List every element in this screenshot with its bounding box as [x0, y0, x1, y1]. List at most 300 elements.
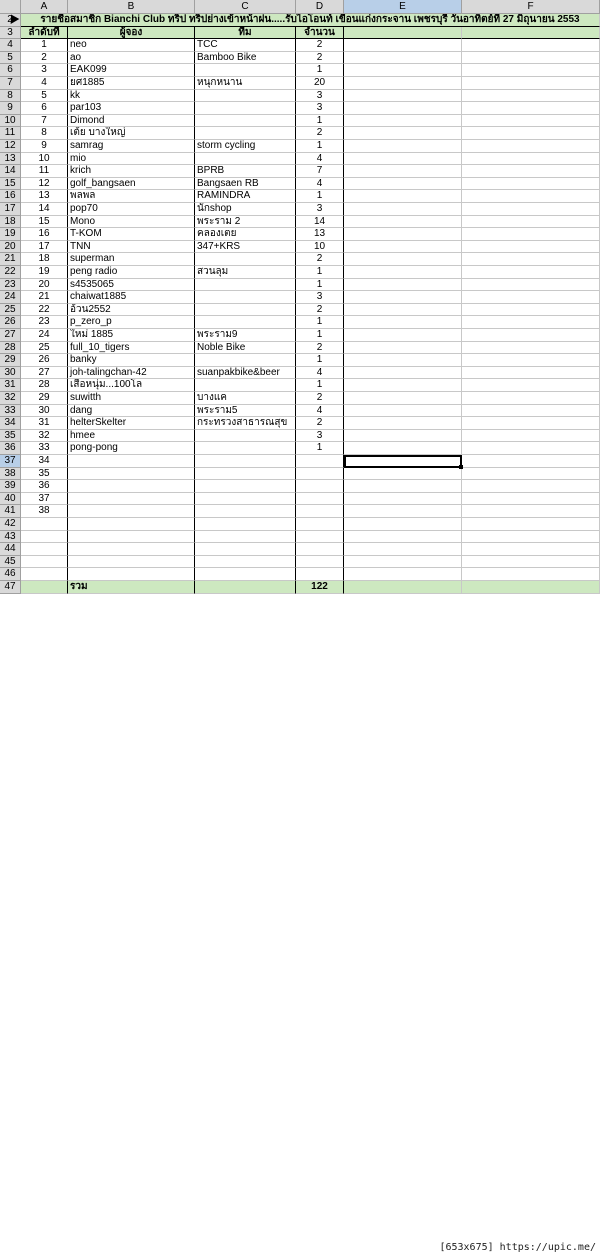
- cell-count[interactable]: 3: [296, 90, 344, 103]
- cell-team[interactable]: [195, 531, 296, 544]
- cell-f[interactable]: [462, 140, 600, 153]
- row-header[interactable]: 13: [0, 153, 21, 166]
- cell-count[interactable]: 1: [296, 115, 344, 128]
- cell-number[interactable]: 15: [21, 216, 68, 229]
- cell-name[interactable]: chaiwat1885: [68, 291, 195, 304]
- cell-count[interactable]: [296, 556, 344, 569]
- cell-f[interactable]: [462, 342, 600, 355]
- cell-f[interactable]: [462, 64, 600, 77]
- cell-name[interactable]: ยศ1885: [68, 77, 195, 90]
- cell-e[interactable]: [344, 455, 462, 468]
- row-header[interactable]: 21: [0, 253, 21, 266]
- cell-number[interactable]: [21, 568, 68, 581]
- cell-e[interactable]: [344, 127, 462, 140]
- row-header[interactable]: 24: [0, 291, 21, 304]
- cell-name[interactable]: s4535065: [68, 279, 195, 292]
- cell-e[interactable]: [344, 493, 462, 506]
- cell-count[interactable]: 1: [296, 140, 344, 153]
- cell-number[interactable]: 25: [21, 342, 68, 355]
- cell-e[interactable]: [344, 316, 462, 329]
- row-header[interactable]: 7: [0, 77, 21, 90]
- cell-f[interactable]: [462, 455, 600, 468]
- cell-number[interactable]: [21, 531, 68, 544]
- cell-name[interactable]: Dimond: [68, 115, 195, 128]
- row-header[interactable]: 11: [0, 127, 21, 140]
- row-header[interactable]: 9: [0, 102, 21, 115]
- row-header[interactable]: 17: [0, 203, 21, 216]
- cell-number[interactable]: 14: [21, 203, 68, 216]
- cell-name[interactable]: golf_bangsaen: [68, 178, 195, 191]
- row-header[interactable]: 36: [0, 442, 21, 455]
- cell-name[interactable]: superman: [68, 253, 195, 266]
- cell-team[interactable]: [195, 480, 296, 493]
- cell-number[interactable]: 4: [21, 77, 68, 90]
- cell-name[interactable]: mio: [68, 153, 195, 166]
- row-header[interactable]: 5: [0, 52, 21, 65]
- cell-count[interactable]: [296, 455, 344, 468]
- cell-f[interactable]: [462, 279, 600, 292]
- cell-count[interactable]: [296, 493, 344, 506]
- cell-f[interactable]: [462, 291, 600, 304]
- cell-count[interactable]: 1: [296, 354, 344, 367]
- cell-e[interactable]: [344, 241, 462, 254]
- row-header[interactable]: 10: [0, 115, 21, 128]
- cell-name[interactable]: [68, 455, 195, 468]
- cell-team[interactable]: [195, 279, 296, 292]
- row-header[interactable]: 15: [0, 178, 21, 191]
- cell-f[interactable]: [462, 241, 600, 254]
- cell-e[interactable]: [344, 165, 462, 178]
- cell-f[interactable]: [462, 304, 600, 317]
- cell-number[interactable]: 27: [21, 367, 68, 380]
- cell-f[interactable]: [462, 203, 600, 216]
- cell-f[interactable]: [462, 430, 600, 443]
- cell-count[interactable]: 1: [296, 329, 344, 342]
- row-header[interactable]: 42: [0, 518, 21, 531]
- cell-number[interactable]: 32: [21, 430, 68, 443]
- cell-team[interactable]: [195, 304, 296, 317]
- row-header[interactable]: 6: [0, 64, 21, 77]
- cell-count[interactable]: 4: [296, 153, 344, 166]
- cell-name[interactable]: [68, 556, 195, 569]
- cell-e[interactable]: [344, 266, 462, 279]
- cell-e[interactable]: [344, 518, 462, 531]
- cell-number[interactable]: 19: [21, 266, 68, 279]
- select-all-corner[interactable]: [0, 0, 21, 14]
- cell-count[interactable]: 2: [296, 127, 344, 140]
- cell-f[interactable]: [462, 543, 600, 556]
- cell-name[interactable]: suwitth: [68, 392, 195, 405]
- cell-team[interactable]: TCC: [195, 39, 296, 52]
- cell-f[interactable]: [462, 568, 600, 581]
- cell-name[interactable]: dang: [68, 405, 195, 418]
- cell-team[interactable]: [195, 102, 296, 115]
- cell-f[interactable]: [462, 354, 600, 367]
- cell-count[interactable]: 1: [296, 279, 344, 292]
- cell-team[interactable]: [195, 468, 296, 481]
- cell-f[interactable]: [462, 556, 600, 569]
- cell-team[interactable]: [195, 556, 296, 569]
- cell-e[interactable]: [344, 178, 462, 191]
- cell-number[interactable]: 36: [21, 480, 68, 493]
- cell-f[interactable]: [462, 405, 600, 418]
- cell-name[interactable]: full_10_tigers: [68, 342, 195, 355]
- cell-name[interactable]: [68, 568, 195, 581]
- cell-team[interactable]: กระทรวงสาธารณสุข: [195, 417, 296, 430]
- cell-f[interactable]: [462, 493, 600, 506]
- row-header[interactable]: 30: [0, 367, 21, 380]
- cell-name[interactable]: อ้วน2552: [68, 304, 195, 317]
- row-header[interactable]: 45: [0, 556, 21, 569]
- cell-count[interactable]: [296, 543, 344, 556]
- cell-name[interactable]: [68, 543, 195, 556]
- cell-team[interactable]: พระราม9: [195, 329, 296, 342]
- cell-count[interactable]: 1: [296, 266, 344, 279]
- row-header[interactable]: 4: [0, 39, 21, 52]
- cell-team[interactable]: suanpakbike&beer: [195, 367, 296, 380]
- cell-f[interactable]: [462, 153, 600, 166]
- row-header[interactable]: 20: [0, 241, 21, 254]
- cell-number[interactable]: 18: [21, 253, 68, 266]
- cell-number[interactable]: 29: [21, 392, 68, 405]
- cell-e[interactable]: [344, 39, 462, 52]
- cell-name[interactable]: krich: [68, 165, 195, 178]
- cell-team[interactable]: Bangsaen RB: [195, 178, 296, 191]
- cell-name[interactable]: [68, 468, 195, 481]
- row-header[interactable]: 44: [0, 543, 21, 556]
- cell-team[interactable]: 347+KRS: [195, 241, 296, 254]
- cell-team[interactable]: [195, 316, 296, 329]
- cell-count[interactable]: 2: [296, 253, 344, 266]
- cell-name[interactable]: ใหม่ 1885: [68, 329, 195, 342]
- cell-f[interactable]: [462, 127, 600, 140]
- cell-name[interactable]: helterSkelter: [68, 417, 195, 430]
- cell-name[interactable]: เสือหนุ่ม...100โล: [68, 379, 195, 392]
- cell-e[interactable]: [344, 279, 462, 292]
- cell-e[interactable]: [344, 480, 462, 493]
- cell-f[interactable]: [462, 392, 600, 405]
- cell-e[interactable]: [344, 64, 462, 77]
- cell-number[interactable]: 13: [21, 190, 68, 203]
- cell-e[interactable]: [344, 90, 462, 103]
- row-header[interactable]: 22: [0, 266, 21, 279]
- cell-team[interactable]: [195, 442, 296, 455]
- cell-team[interactable]: นักshop: [195, 203, 296, 216]
- cell-count[interactable]: [296, 480, 344, 493]
- cell-number[interactable]: 20: [21, 279, 68, 292]
- cell-name[interactable]: TNN: [68, 241, 195, 254]
- cell-f[interactable]: [462, 115, 600, 128]
- fill-handle[interactable]: [459, 465, 463, 469]
- row-header[interactable]: 43: [0, 531, 21, 544]
- row-header[interactable]: 34: [0, 417, 21, 430]
- row-header[interactable]: 40: [0, 493, 21, 506]
- cell-f[interactable]: [462, 531, 600, 544]
- cell-count[interactable]: [296, 505, 344, 518]
- cell-number[interactable]: 7: [21, 115, 68, 128]
- cell-e[interactable]: [344, 77, 462, 90]
- cell-f[interactable]: [462, 39, 600, 52]
- cell-count[interactable]: 20: [296, 77, 344, 90]
- cell-f[interactable]: [462, 52, 600, 65]
- cell-f[interactable]: [462, 102, 600, 115]
- cell-e[interactable]: [344, 291, 462, 304]
- cell-count[interactable]: 1: [296, 442, 344, 455]
- cell-team[interactable]: [195, 90, 296, 103]
- row-header[interactable]: 47: [0, 581, 21, 594]
- cell-e[interactable]: [344, 140, 462, 153]
- cell-team[interactable]: Noble Bike: [195, 342, 296, 355]
- cell-name[interactable]: Mono: [68, 216, 195, 229]
- column-header-a[interactable]: A: [21, 0, 68, 14]
- cell-f[interactable]: [462, 468, 600, 481]
- cell-name[interactable]: pong-pong: [68, 442, 195, 455]
- cell-e[interactable]: [344, 253, 462, 266]
- cell-team[interactable]: RAMINDRA: [195, 190, 296, 203]
- cell-name[interactable]: เต้ย บางใหญ่: [68, 127, 195, 140]
- cell-count[interactable]: 2: [296, 342, 344, 355]
- cell-team[interactable]: [195, 64, 296, 77]
- cell-number[interactable]: 34: [21, 455, 68, 468]
- cell-name[interactable]: p_zero_p: [68, 316, 195, 329]
- row-header[interactable]: 3: [0, 27, 21, 40]
- cell-e[interactable]: [344, 228, 462, 241]
- cell-number[interactable]: 12: [21, 178, 68, 191]
- row-header[interactable]: 16: [0, 190, 21, 203]
- cell-number[interactable]: 6: [21, 102, 68, 115]
- cell-team[interactable]: สวนลุม: [195, 266, 296, 279]
- cell-e[interactable]: [344, 342, 462, 355]
- cell-f[interactable]: [462, 316, 600, 329]
- cell-team[interactable]: [195, 455, 296, 468]
- cell-e[interactable]: [344, 216, 462, 229]
- cell-count[interactable]: 4: [296, 405, 344, 418]
- cell-number[interactable]: 21: [21, 291, 68, 304]
- cell-e[interactable]: [344, 102, 462, 115]
- cell-team[interactable]: Bamboo Bike: [195, 52, 296, 65]
- cell-number[interactable]: [21, 556, 68, 569]
- cell-name[interactable]: joh-talingchan-42: [68, 367, 195, 380]
- cell-count[interactable]: 2: [296, 39, 344, 52]
- cell-f[interactable]: [462, 379, 600, 392]
- cell-number[interactable]: 5: [21, 90, 68, 103]
- cell-e[interactable]: [344, 556, 462, 569]
- cell-count[interactable]: 1: [296, 316, 344, 329]
- cell-count[interactable]: 2: [296, 52, 344, 65]
- cell-number[interactable]: 8: [21, 127, 68, 140]
- row-header[interactable]: 28: [0, 342, 21, 355]
- column-header-f[interactable]: F: [462, 0, 600, 14]
- cell-count[interactable]: 10: [296, 241, 344, 254]
- row-header[interactable]: 37: [0, 455, 21, 468]
- row-header[interactable]: 33: [0, 405, 21, 418]
- cell-team[interactable]: [195, 354, 296, 367]
- cell-number[interactable]: 24: [21, 329, 68, 342]
- column-header-c[interactable]: C: [195, 0, 296, 14]
- cell-name[interactable]: EAK099: [68, 64, 195, 77]
- cell-e[interactable]: [344, 190, 462, 203]
- cell-f[interactable]: [462, 178, 600, 191]
- cell-e[interactable]: [344, 543, 462, 556]
- cell-team[interactable]: BPRB: [195, 165, 296, 178]
- cell-count[interactable]: 4: [296, 367, 344, 380]
- cell-number[interactable]: 33: [21, 442, 68, 455]
- cell-e[interactable]: [344, 468, 462, 481]
- cell-name[interactable]: T-KOM: [68, 228, 195, 241]
- cell-number[interactable]: 9: [21, 140, 68, 153]
- cell-name[interactable]: kk: [68, 90, 195, 103]
- cell-number[interactable]: 37: [21, 493, 68, 506]
- cell-team[interactable]: [195, 115, 296, 128]
- row-header[interactable]: 32: [0, 392, 21, 405]
- cell-name[interactable]: neo: [68, 39, 195, 52]
- cell-name[interactable]: hmee: [68, 430, 195, 443]
- cell-name[interactable]: samrag: [68, 140, 195, 153]
- cell-count[interactable]: 2: [296, 417, 344, 430]
- row-header[interactable]: 39: [0, 480, 21, 493]
- cell-team[interactable]: [195, 253, 296, 266]
- cell-count[interactable]: 3: [296, 291, 344, 304]
- cell-number[interactable]: 31: [21, 417, 68, 430]
- row-header[interactable]: 29: [0, 354, 21, 367]
- row-header[interactable]: 46: [0, 568, 21, 581]
- cell-e[interactable]: [344, 379, 462, 392]
- cell-name[interactable]: pop70: [68, 203, 195, 216]
- cell-f[interactable]: [462, 367, 600, 380]
- cell-team[interactable]: [195, 505, 296, 518]
- cell-name[interactable]: [68, 518, 195, 531]
- cell-f[interactable]: [462, 228, 600, 241]
- cell-e[interactable]: [344, 417, 462, 430]
- cell-count[interactable]: 13: [296, 228, 344, 241]
- row-header[interactable]: 12: [0, 140, 21, 153]
- cell-team[interactable]: หนุกหนาน: [195, 77, 296, 90]
- cell-number[interactable]: 17: [21, 241, 68, 254]
- cell-name[interactable]: [68, 531, 195, 544]
- cell-count[interactable]: 14: [296, 216, 344, 229]
- cell-count[interactable]: 3: [296, 102, 344, 115]
- column-header-b[interactable]: B: [68, 0, 195, 14]
- cell-f[interactable]: [462, 90, 600, 103]
- row-header[interactable]: 35: [0, 430, 21, 443]
- cell-team[interactable]: [195, 568, 296, 581]
- row-header[interactable]: 2: [0, 14, 21, 27]
- cell-count[interactable]: 3: [296, 203, 344, 216]
- cell-f[interactable]: [462, 480, 600, 493]
- cell-f[interactable]: [462, 518, 600, 531]
- cell-number[interactable]: 23: [21, 316, 68, 329]
- row-header[interactable]: 8: [0, 90, 21, 103]
- cell-team[interactable]: พระราม5: [195, 405, 296, 418]
- cell-count[interactable]: [296, 531, 344, 544]
- cell-name[interactable]: [68, 480, 195, 493]
- cell-team[interactable]: storm cycling: [195, 140, 296, 153]
- cell-f[interactable]: [462, 417, 600, 430]
- cell-count[interactable]: 2: [296, 304, 344, 317]
- cell-e[interactable]: [344, 153, 462, 166]
- cell-team[interactable]: [195, 153, 296, 166]
- cell-name[interactable]: [68, 505, 195, 518]
- cell-team[interactable]: [195, 379, 296, 392]
- cell-count[interactable]: [296, 468, 344, 481]
- row-header[interactable]: 25: [0, 304, 21, 317]
- cell-team[interactable]: คลองเตย: [195, 228, 296, 241]
- cell-f[interactable]: [462, 253, 600, 266]
- cell-f[interactable]: [462, 190, 600, 203]
- cell-f[interactable]: [462, 266, 600, 279]
- cell-f[interactable]: [462, 329, 600, 342]
- cell-count[interactable]: [296, 518, 344, 531]
- row-header[interactable]: 18: [0, 216, 21, 229]
- cell-name[interactable]: พลพล: [68, 190, 195, 203]
- cell-number[interactable]: 28: [21, 379, 68, 392]
- cell-e[interactable]: [344, 405, 462, 418]
- cell-count[interactable]: [296, 568, 344, 581]
- cell-e[interactable]: [344, 430, 462, 443]
- cell-number[interactable]: 16: [21, 228, 68, 241]
- cell-team[interactable]: [195, 493, 296, 506]
- cell-number[interactable]: 3: [21, 64, 68, 77]
- cell-e[interactable]: [344, 304, 462, 317]
- cell-e[interactable]: [344, 354, 462, 367]
- cell-team[interactable]: [195, 543, 296, 556]
- cell-e[interactable]: [344, 505, 462, 518]
- cell-count[interactable]: 1: [296, 379, 344, 392]
- cell-number[interactable]: 1: [21, 39, 68, 52]
- cell-f[interactable]: [462, 216, 600, 229]
- cell-count[interactable]: 1: [296, 190, 344, 203]
- cell-name[interactable]: ao: [68, 52, 195, 65]
- cell-number[interactable]: 35: [21, 468, 68, 481]
- cell-name[interactable]: [68, 493, 195, 506]
- cell-e[interactable]: [344, 568, 462, 581]
- cell-f[interactable]: [462, 77, 600, 90]
- cell-e[interactable]: [344, 115, 462, 128]
- cell-count[interactable]: 3: [296, 430, 344, 443]
- cell-e[interactable]: [344, 203, 462, 216]
- cell-name[interactable]: banky: [68, 354, 195, 367]
- cell-team[interactable]: [195, 430, 296, 443]
- cell-e[interactable]: [344, 329, 462, 342]
- cell-number[interactable]: 30: [21, 405, 68, 418]
- row-header[interactable]: 38: [0, 468, 21, 481]
- cell-name[interactable]: peng radio: [68, 266, 195, 279]
- cell-f[interactable]: [462, 442, 600, 455]
- cell-name[interactable]: par103: [68, 102, 195, 115]
- cell-number[interactable]: [21, 543, 68, 556]
- cell-e[interactable]: [344, 392, 462, 405]
- cell-count[interactable]: 1: [296, 64, 344, 77]
- row-header[interactable]: 27: [0, 329, 21, 342]
- cell-count[interactable]: 4: [296, 178, 344, 191]
- cell-number[interactable]: 2: [21, 52, 68, 65]
- cell-e[interactable]: [344, 442, 462, 455]
- cell-number[interactable]: 10: [21, 153, 68, 166]
- cell-count[interactable]: 7: [296, 165, 344, 178]
- cell-number[interactable]: 11: [21, 165, 68, 178]
- column-header-d[interactable]: D: [296, 0, 344, 14]
- cell-f[interactable]: [462, 165, 600, 178]
- cell-count[interactable]: 2: [296, 392, 344, 405]
- cell-team[interactable]: [195, 518, 296, 531]
- row-header[interactable]: 41: [0, 505, 21, 518]
- row-header[interactable]: 14: [0, 165, 21, 178]
- row-header[interactable]: 31: [0, 379, 21, 392]
- cell-e[interactable]: [344, 367, 462, 380]
- row-header[interactable]: 23: [0, 279, 21, 292]
- column-header-e[interactable]: E: [344, 0, 462, 14]
- cell-number[interactable]: 22: [21, 304, 68, 317]
